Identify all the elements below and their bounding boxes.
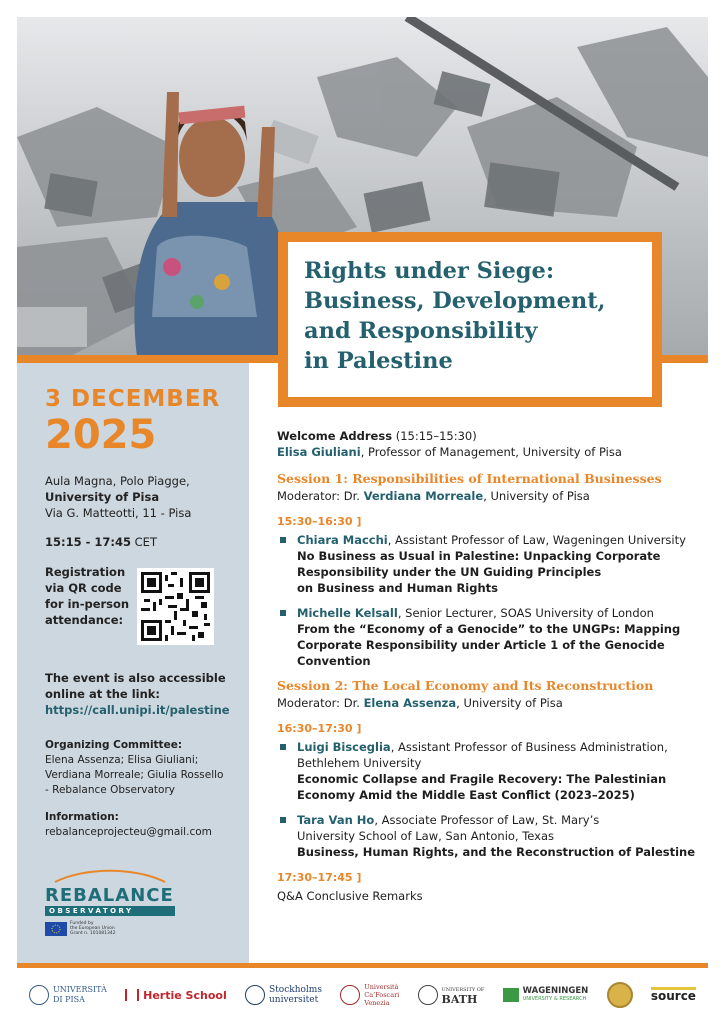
speaker-role: University School of Law, San Antonio, Texas xyxy=(297,829,555,843)
logo-text: DI PISA xyxy=(53,995,85,1004)
welcome-time: (15:15–15:30) xyxy=(392,429,477,443)
speaker-role: Bethlehem University xyxy=(297,756,422,770)
stockholm-seal-icon xyxy=(245,985,265,1005)
welcome-speaker: Elisa Giuliani xyxy=(277,445,361,459)
committee-line: Elena Assenza; Elisa Giuliani; xyxy=(45,754,199,766)
committee-label: Organizing Committee: xyxy=(45,739,183,751)
talk-title-line: Business, Human Rights, and the Reconstruction of Palestine xyxy=(297,845,696,859)
talk-van-ho xyxy=(277,812,697,860)
talk-macchi xyxy=(277,532,697,596)
online-line: The event is also accessible xyxy=(45,671,226,685)
logo-wageningen xyxy=(503,987,589,1003)
foscari-seal-icon xyxy=(340,985,360,1005)
wageningen-mark-icon xyxy=(503,988,519,1002)
registration-line: for in-person xyxy=(45,597,130,611)
registration-line: attendance: xyxy=(45,613,124,627)
logo-source xyxy=(651,987,696,1003)
talk-title-line: Responsibility under the UN Guiding Principles xyxy=(297,565,602,579)
speaker-role: , Senior Lecturer, SOAS University of London xyxy=(397,606,654,620)
funded-line: Grant n. 101081342 xyxy=(70,931,116,936)
talk-title-line: Corporate Responsibility under Article 1 of the Genocide xyxy=(297,638,665,652)
logo-hertie-school xyxy=(125,989,227,1002)
time-zone: CET xyxy=(131,535,157,549)
funded-line: the European Union xyxy=(70,926,115,931)
logo-text: UNIVERSITÀ xyxy=(53,985,107,994)
date-day-month: 3 DECEMBER xyxy=(45,386,221,412)
talk-title-line: Convention xyxy=(297,654,371,668)
moderator-affiliation: , University of Pisa xyxy=(483,489,590,503)
welcome-role: , Professor of Management, University of Pisa xyxy=(360,445,622,459)
bullet-icon xyxy=(280,817,286,823)
logo-university-of-pisa xyxy=(29,985,107,1005)
logo-text: source xyxy=(650,989,696,1003)
session-2-time: 16:30–17:30 ] xyxy=(277,722,362,735)
event-time xyxy=(45,534,249,550)
info-email[interactable]: rebalanceprojecteu@gmail.com xyxy=(45,826,212,838)
talk-title-line: No Business as Usual in Palestine: Unpacking Corporate xyxy=(297,549,661,563)
logo-ca-foscari xyxy=(340,983,399,1007)
session-1-time: 15:30–16:30 ] xyxy=(277,515,362,528)
qr-icon xyxy=(141,572,210,641)
speaker-name: Tara Van Ho xyxy=(297,813,375,827)
registration-line: Registration xyxy=(45,565,126,579)
session-1-moderator xyxy=(277,488,697,504)
welcome-address xyxy=(277,428,697,444)
moderator-label: Moderator: Dr. xyxy=(277,489,364,503)
date-year: 2025 xyxy=(45,412,157,458)
talk-title-line: From the “Economy of a Genocide” to the UNGPs: Mapping xyxy=(297,622,681,636)
closing-time: 17:30–17:45 ] xyxy=(277,871,362,884)
logo-text: Stockholms xyxy=(269,985,322,995)
logo-text: Ca’Foscari xyxy=(364,991,400,999)
time-range: 15:15 - 17:45 xyxy=(45,535,131,549)
event-date xyxy=(45,385,249,457)
logo-text: Università xyxy=(364,983,399,991)
logo-text: UNIVERSITY OF xyxy=(441,987,485,993)
hertie-mark-icon xyxy=(125,989,139,1001)
information xyxy=(45,810,249,840)
venue-line: Aula Magna, Polo Piagge, xyxy=(45,474,190,488)
logo-text: BATH xyxy=(441,993,478,1006)
registration-qr-code[interactable] xyxy=(137,568,214,645)
speaker-role: , Associate Professor of Law, St. Mary’s xyxy=(374,813,600,827)
program xyxy=(277,428,697,904)
rebalance-sub: OBSERVATORY xyxy=(45,906,175,916)
talk-title-line: on Business and Human Rights xyxy=(297,581,498,595)
committee-line: - Rebalance Observatory xyxy=(45,784,175,796)
moderator-label: Moderator: Dr. xyxy=(277,696,364,710)
title-line: in Palestine xyxy=(304,348,453,374)
logo-stockholm-university xyxy=(245,985,322,1005)
title-line: and Responsibility xyxy=(304,318,538,344)
speaker-name: Chiara Macchi xyxy=(297,533,388,547)
bullet-icon xyxy=(280,537,286,543)
talk-bisceglia xyxy=(277,739,697,803)
session-2-moderator xyxy=(277,695,697,711)
moderator-affiliation: , University of Pisa xyxy=(456,696,563,710)
speaker-name: Michelle Kelsall xyxy=(297,606,398,620)
online-line: online at the link: xyxy=(45,687,161,701)
title-line: Rights under Siege: xyxy=(304,258,555,284)
partner-logos xyxy=(17,972,708,1018)
organizing-committee xyxy=(45,738,249,798)
rebalance-logo xyxy=(45,868,175,936)
moderator-name: Verdiana Morreale xyxy=(363,489,484,503)
session-1-title: Session 1: Responsibilities of International Businesses xyxy=(277,471,662,486)
online-text xyxy=(45,670,249,718)
talk-kelsall xyxy=(277,605,697,669)
funded-line: Funded by xyxy=(70,921,94,926)
footer-orange-line xyxy=(17,963,708,968)
info-label: Information: xyxy=(45,811,119,823)
speaker-name: Luigi Bisceglia xyxy=(297,740,391,754)
golden-seal-icon xyxy=(607,982,633,1008)
venue-address: Via G. Matteotti, 11 - Pisa xyxy=(45,506,192,520)
sidebar xyxy=(17,363,249,963)
event-title xyxy=(304,256,636,376)
welcome-label: Welcome Address xyxy=(277,429,393,443)
title-line: Business, Development, xyxy=(304,288,606,314)
logo-university-of-bath xyxy=(418,985,485,1005)
online-link[interactable]: https://call.unipi.it/palestine xyxy=(45,703,230,717)
venue xyxy=(45,473,249,521)
logo-text: Hertie School xyxy=(143,988,227,1002)
speaker-role: , Assistant Professor of Business Administration, xyxy=(390,740,668,754)
rebalance-name: REBALANCE xyxy=(45,885,174,906)
moderator-name: Elena Assenza xyxy=(363,696,457,710)
closing-remarks: Q&A Conclusive Remarks xyxy=(277,889,423,903)
welcome-speaker-line xyxy=(277,444,697,460)
bath-crest-icon xyxy=(418,985,438,1005)
bullet-icon xyxy=(280,744,286,750)
registration-line: via QR code xyxy=(45,581,122,595)
logo-text: UNIVERSITY & RESEARCH xyxy=(522,996,587,1002)
pisa-seal-icon xyxy=(29,985,49,1005)
logo-text: Venezia xyxy=(364,999,390,1007)
committee-line: Verdiana Morreale; Giulia Rossello xyxy=(45,769,224,781)
talk-title-line: Economy Amid the Middle East Conflict (2023–2025) xyxy=(297,788,635,802)
venue-line: University of Pisa xyxy=(45,490,160,504)
eu-funding xyxy=(45,921,175,936)
title-box xyxy=(278,232,662,407)
talk-title-line: Economic Collapse and Fragile Recovery: The Palestinian xyxy=(297,772,667,786)
session-2-title: Session 2: The Local Economy and Its Reconstruction xyxy=(277,678,654,693)
logo-text: WAGENINGEN xyxy=(522,986,589,996)
logo-seal xyxy=(607,982,633,1008)
bullet-icon xyxy=(280,610,286,616)
speaker-role: , Assistant Professor of Law, Wageningen University xyxy=(387,533,686,547)
logo-text: universitet xyxy=(269,995,319,1005)
eu-flag-icon xyxy=(45,922,67,936)
rebalance-arc-icon xyxy=(45,869,175,883)
